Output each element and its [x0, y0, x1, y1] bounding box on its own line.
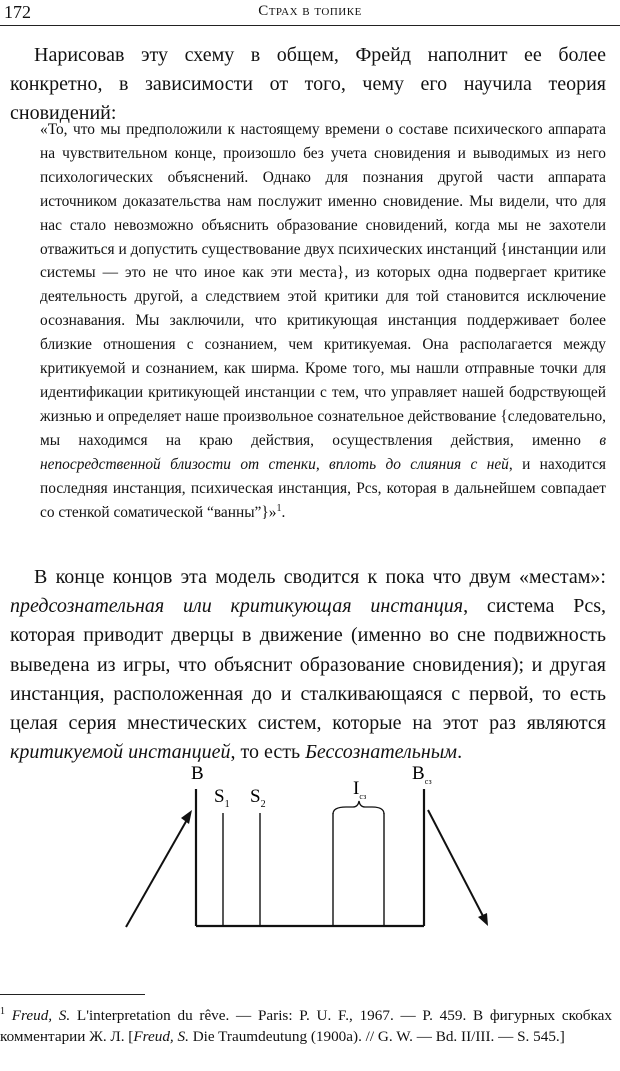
quote-end: .: [281, 503, 286, 521]
quote-text-2: , и находится последняя инстанция, психическая инстанция, Pcs, которая в дальнейшем совпадает со стенкой соматической “ванны”}»: [40, 455, 606, 521]
arrow-out-shaft: [428, 810, 484, 918]
header-rule: [0, 25, 620, 26]
label-i: $I_{сз}$: [353, 778, 367, 801]
arrow-in-head: [181, 810, 192, 824]
quote-text-1: «То, что мы предположили к настоящему времени о составе психического аппарата на чувствительном конце, произошло без учета сновидения и выводимых из него психологических объяснений. Однако для познания другой части аппарата источником доказательства нам послужит именно сновидение. Мы видели, что для нас стало невозможно объяснить образование сновидений, когда мы не захотели отважиться и допустить существование двух психических инстанций {инстанции или системы — это не что иное как эти места}, из которых одна подвергает критике деятельность другой, а следствием этой критики для той становится исключение осознавания. Мы заключили, что критикующая инстанция поддерживает более близкие отношения с сознанием, чем критикуемая. Она располагается между критикуемой и сознанием, как ширма. Кроме того, мы нашли отправные точки для идентификации критикующей инстанции с тем, что управляет нашей бодрствующей жизнью и определяет наше произвольное сознательное действование {следовательно, мы находимся на краю действия, осуществления действия, именно: [40, 121, 606, 449]
footnote-author-2: Freud, S.: [133, 1028, 189, 1045]
body-italic-3: Бессознательным: [305, 741, 458, 764]
footnote-number: 1: [0, 1005, 5, 1017]
label-bcs: $B_{сз}$: [412, 763, 432, 786]
footnote-text-2: Die Traumdeutung (1900a). // G. W. — Bd. II/III. — S. 545.]: [188, 1028, 565, 1045]
footnote-ref[interactable]: 1: [276, 502, 282, 514]
label-s2: $S_2$: [250, 786, 266, 810]
page-number: 172: [4, 2, 31, 22]
psychic-apparatus-diagram: [100, 752, 520, 942]
footnote-text-1: L'interpretation du rêve. — Paris: P. U. F., 1967. — P. 459. В фигурных скобках комментарии Ж. Л. [: [0, 1007, 612, 1045]
quote-italic: в непосредственной близости от стенки, вплоть до слияния с ней: [40, 431, 606, 473]
label-s1: $S_1$: [214, 786, 230, 810]
body-paragraph: [10, 563, 606, 767]
label-b: B: [191, 763, 204, 784]
arrow-out-head: [478, 913, 488, 926]
body-text-3: , то есть: [230, 741, 306, 764]
body-italic-1: предсознательная или критикующая инстанция: [10, 595, 464, 618]
body-text-2: , система Pcs, которая приводит дверцы в движение (именно во сне подвижность выведена из игры, что объяснит образование сновидения); и другая инстанция, расположенная до и сталкивающаяся с первой, то есть целая серия мнестических систем, которые на этот раз являются: [10, 595, 606, 735]
arrow-in-shaft: [126, 818, 188, 927]
freud-quote: [40, 118, 606, 524]
page-header: [0, 0, 620, 26]
footnote: [0, 1005, 612, 1047]
running-title: Страх в топике: [258, 3, 362, 19]
footnote-author-1: Freud, S.: [11, 1007, 71, 1024]
body-italic-2: критикуемой инстанцией: [10, 741, 231, 764]
brace: [333, 801, 384, 814]
footnote-rule: [0, 994, 145, 995]
body-text-1: В конце концов эта модель сводится к пока что двум «местам»:: [34, 566, 606, 588]
intro-text: Нарисовав эту схему в общем, Фрейд наполнит ее более конкретно, в зависимости от того, чему его научила теория сновидений:: [10, 44, 606, 124]
body-text-4: .: [457, 741, 463, 764]
intro-paragraph: [10, 41, 606, 128]
